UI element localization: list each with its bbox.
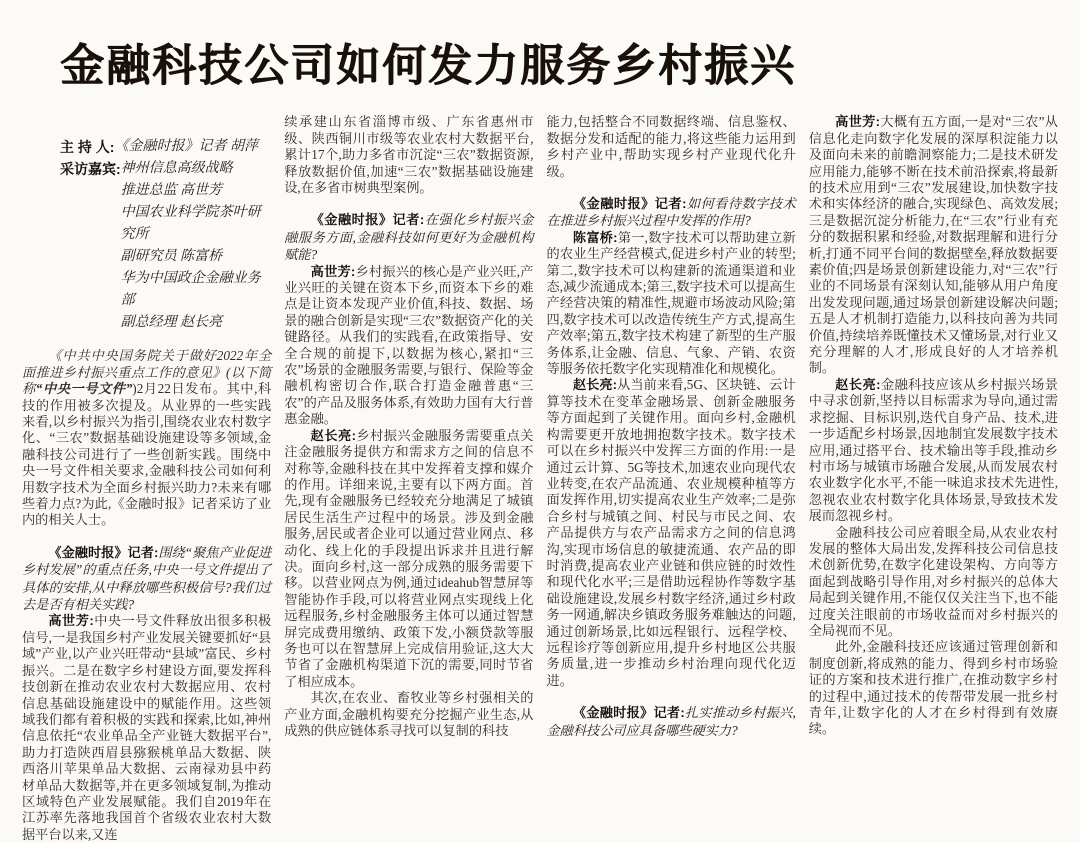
text-column-4 [809, 114, 1058, 843]
reporter-label: 《金融时报》记者: [48, 544, 159, 560]
text-run: 续承建山东省淄博市级、广东省惠州市级、陕西铜川市级等农业农村大数据平台,累计17个,助力多省市沉淀“三农”数据资源,释放数据价值,加速“三农”数据基础设施建设,在多省市树典型案例。 [284, 114, 534, 196]
answer-paragraph [547, 377, 796, 689]
question-paragraph [547, 704, 796, 739]
question-text: 围绕“聚焦产业促进乡村发展”的重点任务,中央一号文件提出了具体的安排,从中释放哪些积极信号?我们过去是否有相关实践? [22, 544, 272, 613]
intro-line: 副研究员 陈富桥 [120, 249, 223, 265]
document-title-emphasis: “中央一号文件” [35, 381, 133, 397]
text-run: 从当前来看,5G、区块链、云计算等技术在变革金融场景、创新金融服务等方面起到了关键作用。面向乡村,金融机构需要更开放地拥抱数字技术。数字技术可以在乡村振兴中发挥三方面的作用:一是通过云计算、5G等技术,加速农业向现代农业转变,在农产品流通、农业规模种植等方面发挥作用,切实提高农业生产效率;二是弥合乡村与城镇之间、村民与市民之间、农产品提供方与农产品需求方之间的信息鸿沟,实现市场信息的敏捷流通、农产品的即时消费,提高农业产业链和供应链的时效性和现代化水平;三是借助远程协作等数字基础设施建设,发展乡村数字经济,通过乡村政务一网通,解决乡镇政务服务难触达的问题,通过创新场景,比如远程银行、远程学校、远程诊疗等创新应用,提升乡村地区公共服务质量,进一步推动乡村治理向现代化迈进。 [546, 377, 796, 688]
continuation-paragraph [547, 114, 796, 180]
article-columns [22, 114, 1058, 843]
document-title-run: 《中共中央国务院关于做好2022年全面推进乡村振兴重点工作的意见》(以下简称 [22, 348, 272, 397]
intro-value [121, 158, 272, 334]
answer-paragraph [284, 264, 533, 428]
text-run: 乡村振兴的核心是产业兴旺,产业兴旺的关键在资本下乡,而资本下乡的难点是让资本发现产业价值,科技、数据、场景的融合创新是实现“三农”数据资产化的关键路径。从我们的实践看,在政策指导、安全合规的前提下,以数据为核心,紧扣“三农”场景的金融服务需要,与银行、保险等金融机构密切合作,联合打造金融普惠“三农”的产品及服务体系,有效助力国有大行普惠金融。 [284, 263, 534, 427]
intro-line: 副总经理 赵长亮 [120, 315, 223, 331]
text-run: 金融科技应该从乡村振兴场景中寻求创新,坚持以目标需求为导向,通过需求挖掘、目标识别,迭代自身产品、技术,进一步适配乡村场景,因地制宜发展数字技术应用,通过搭平台、技术输出等手段,推动乡村市场与城镇市场融合发展,从而发展农村农业数字化水平,不能一味追求技术先进性,忽视农业农村数字化具体场景,导致技术发展而忽视乡村。 [808, 376, 1058, 524]
text-run: 其次,在农业、畜牧业等乡村强相关的产业方面,金融机构要充分挖掘产业生态,从成熟的供应链体系寻找可以复制的科技 [284, 690, 534, 739]
intro-row [60, 136, 271, 158]
question-text: 在强化乡村振兴金融服务方面,金融科技如何更好为金融机构赋能? [284, 212, 534, 263]
lead-paragraph [22, 348, 271, 528]
article-title: 金融科技公司如何发力服务乡村振兴 [60, 41, 796, 90]
speaker-name: 高世芳: [310, 263, 356, 279]
answer-paragraph [809, 114, 1058, 377]
text-column-1 [22, 114, 271, 843]
text-run: 中央一号文件释放出很多积极信号,一是我国乡村产业发展关键要抓好“县域”产业,以产业兴旺带动“县域”富民、乡村振兴。二是在数字乡村建设方面,要发挥科技创新在推动农业农村大数据应用、农村信息基础设施建设中的赋能作用。这些领域我们都有着积极的实践和探索,比如,神州信息依托“农业单品全产业链大数据平台”,助力打造陕西眉县猕猴桃单品大数据、陕西洛川苹果单品大数据、云南禄劝县中药材单品大数据等,并在更多领域复制,为推动区域特色产业发展赋能。我们自2019年在江苏率先落地我国首个省级农业农村大数据平台以来,又连 [22, 613, 272, 842]
text-column-3 [547, 114, 796, 843]
continuation-paragraph [284, 114, 533, 196]
intro-line: 推进总监 高世芳 [120, 183, 223, 199]
text-run: 第一,数字技术可以帮助建立新的农业生产经营模式,促进乡村产业的转型;第二,数字技术可以构建新的流通渠道和业态,减少流通成本;第三,数字技术可以提高生产经营决策的精准性,规避市场波动风险;第四,数字技术可以改造传统生产方式,提高生产效率;第五,数字技术构建了新型的生产服务体系,让金融、信息、气象、产销、农资等服务依托数字化实现精准化和规模化。 [546, 229, 796, 377]
intro-line: 中国农业科学院茶叶研究所 [120, 205, 261, 243]
intro-row [60, 158, 271, 334]
intro-line: 神州信息高级战略 [120, 161, 233, 177]
speaker-name: 赵长亮: [835, 376, 881, 392]
speaker-name: 高世芳: [48, 613, 94, 629]
speaker-name: 高世芳: [835, 114, 881, 130]
body-paragraph [809, 639, 1058, 737]
question-paragraph [22, 544, 271, 614]
speaker-name: 赵长亮: [572, 377, 618, 393]
reporter-label: 《金融时报》记者: [310, 212, 425, 228]
intro-label: 主 持 人: [60, 139, 115, 156]
text-run: 乡村振兴金融服务需要重点关注金融服务提供方和需求方之间的信息不对称等,金融科技在其中发挥着支撑和媒介的作用。详细来说,主要有以下两方面。首先,现有金融服务已经较充分地满足了城镇居民生活生产过程中的场景。涉及到金融服务,居民或者企业可以通过营业网点、移动化、线上化的手段提出诉求并且进行解决。面向乡村,这一部分成熟的服务需要下移。以营业网点为例,通过ideahub智慧屏等智能协作手段,可以将营业网点实现线上化远程服务,乡村金融服务主体可以通过智慧屏完成费用缴纳、政策下发,小额贷款等服务也可以在智慧屏上完成信用验证,这大大节省了金融机构渠道下沉的需要,同时节省了相应成本。 [284, 427, 534, 689]
intro-value [114, 136, 258, 158]
intro-line: 华为中国政企金融业务部 [120, 271, 261, 309]
body-paragraph [284, 690, 533, 739]
intro-line: 《金融时报》记者 胡萍 [114, 139, 258, 155]
speaker-name: 陈富桥: [572, 229, 618, 245]
answer-paragraph [547, 230, 796, 378]
text-run: 大概有五方面,一是对“三农”从信息化走向数字化发展的深厚积淀能力以及面向未来的前瞻洞察能力;二是技术研发应用能力,能够不断在技术前沿探索,将最新的技术应用到“三农”发展建设,加快数字技术和实体经济的融合,实现绿色、高效发展;三是数据沉淀分析能力,在“三农”行业有充分的数据积累和经验,对数据理解和进行分析,打通不同平台间的数据壁垒,释放数据要素价值;四是场景创新建设能力,对“三农”行业的不同场景有深刻认知,能够从用户角度出发发现问题,通过场景创新建设解决问题;五是人才机制打造能力,以科技向善为共同价值,持续培养既懂技术又懂场景,对行业又充分理解的人才,形成良好的人才培养机制。 [808, 114, 1058, 376]
question-text: 如何看待数字技术在推进乡村振兴过程中发挥的作用? [546, 196, 796, 229]
text-run: 金融科技公司应着眼全局,从农业农村发展的整体大局出发,发挥科技公司信息技术创新优势,在数字化建设架构、方向等方面起到战略引导作用,对乡村振兴的总体大局起到关键作用,不能仅仅关注当下,也不能过度关注眼前的市场收益而对乡村振兴的全局视而不见。 [808, 524, 1058, 638]
text-run: )2月22日发布。其中,科技的作用被多次提及。从业界的一些实践来看,以乡村振兴为指引,围绕农业农村数字化、“三农”数据基础设施建设等多领域,金融科技公司进行了一些创新实践。围绕中央一号文件相关要求,金融科技公司如何利用数字技术为全面乡村振兴助力?未来有哪些着力点?为此,《金融时报》记者采访了业内的相关人士。 [22, 381, 272, 528]
intro-block [22, 136, 271, 334]
reporter-label: 《金融时报》记者: [572, 196, 687, 212]
answer-paragraph [284, 428, 533, 691]
speaker-name: 赵长亮: [310, 427, 356, 443]
intro-label: 采访嘉宾: [60, 161, 121, 178]
text-run: 此外,金融科技还应该通过管理创新和制度创新,将成熟的能力、得到乡村市场验证的方案和技术进行推广,在推动数字乡村的过程中,通过技术的传帮带发展一批乡村青年,让数字化的人才在乡村得到有效赓续。 [808, 639, 1058, 737]
text-run: 能力,包括整合不同数据终端、信息鉴权、数据分发和适配的能力,将这些能力运用到乡村产业中,帮助实现乡村产业现代化升级。 [546, 114, 796, 179]
question-paragraph [547, 195, 796, 230]
answer-paragraph [22, 613, 271, 843]
body-paragraph [809, 525, 1058, 640]
answer-paragraph [809, 377, 1058, 525]
reporter-label: 《金融时报》记者: [572, 705, 685, 721]
question-text: 扎实推动乡村振兴,金融科技公司应具备哪些硬实力? [546, 705, 796, 738]
question-paragraph [284, 211, 533, 263]
text-column-2 [284, 114, 533, 843]
